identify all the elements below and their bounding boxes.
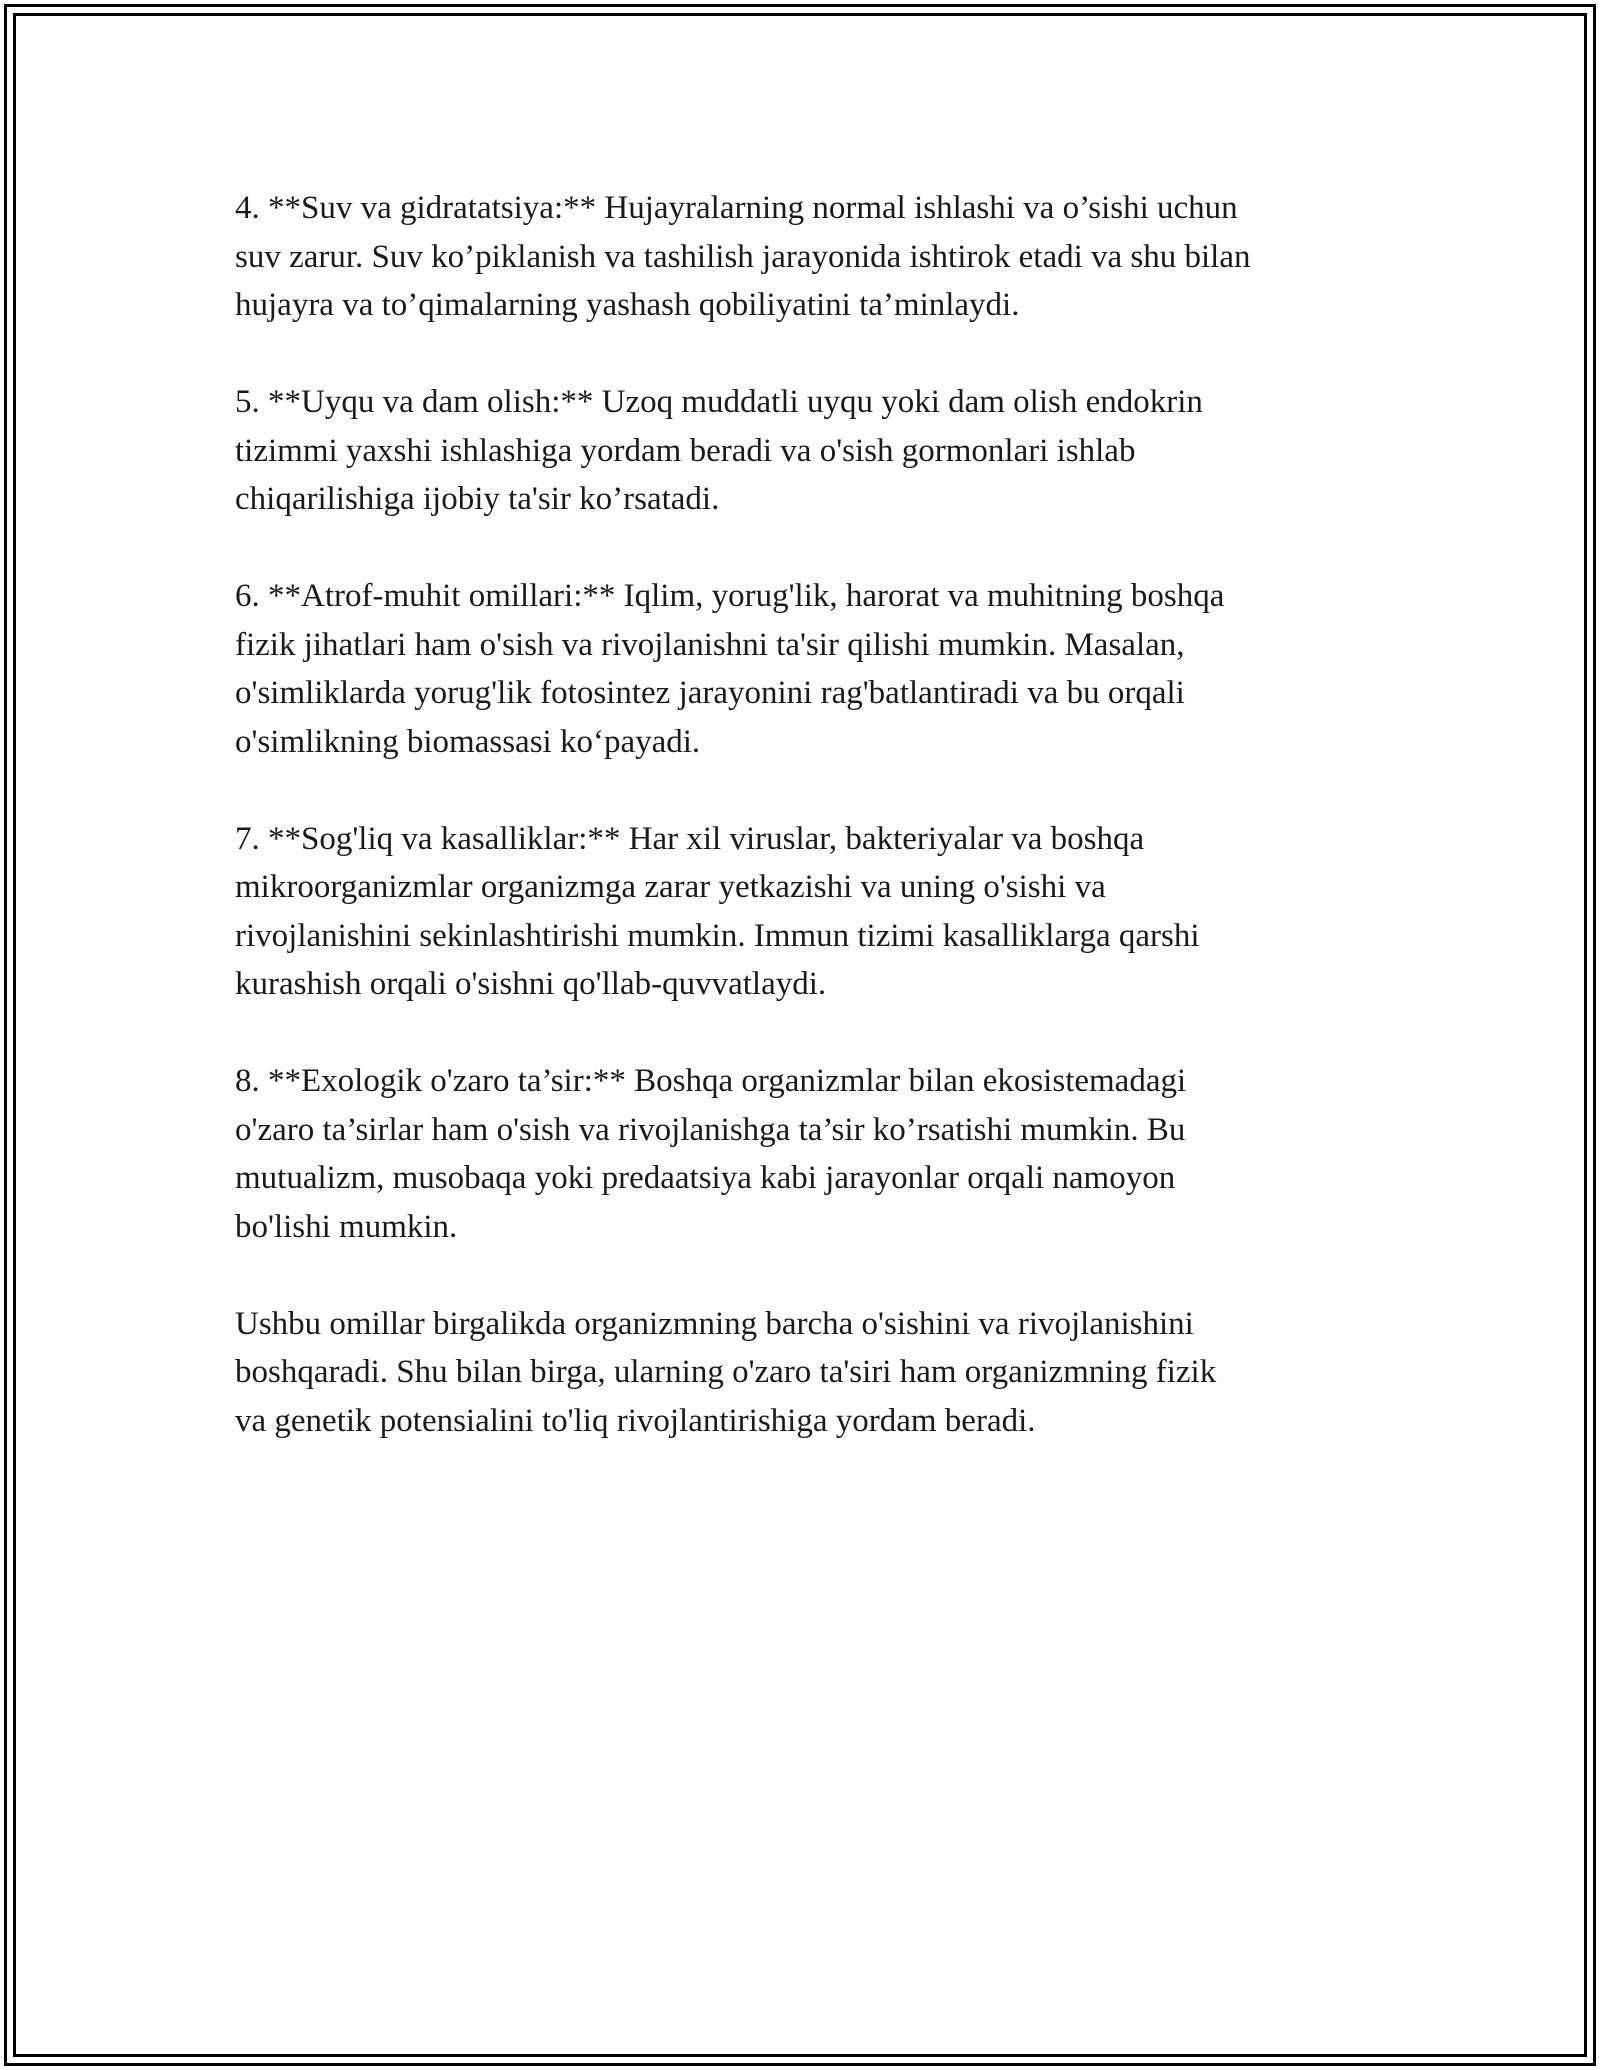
paragraph-conclusion: Ushbu omillar birgalikda organizmning barcha o'sishini va rivojlanishini boshqaradi. Shu bilan birga, ularning o'zaro ta'siri ham organizmning fizik va genetik potensialini to'liq rivojlantirishiga yordam beradi.: [235, 1305, 1217, 1439]
paragraph-water-hydration: 4. **Suv va gidratatsiya:** Hujayralarning normal ishlashi va o’sishi uchun suv zarur. Suv ko’piklanish va tashilish jarayonida ishtirok etadi va shu bilan hujayra va to’qimalarning yashash qobiliyatini ta’minlaydi.: [235, 190, 1251, 323]
paragraph-environmental-factors: 6. **Atrof-muhit omillari:** Iqlim, yorug'lik, harorat va muhitning boshqa fizik jihatlari ham o'sish va rivojlanishni ta'sir qilishi mumkin. Masalan, o'simliklarda yorug'lik fotosintez jarayonini rag'batlantiradi va bu orqali o'simlikning biomassasi ko‘payadi.: [235, 578, 1225, 760]
paragraph-health-diseases: 7. **Sog'liq va kasalliklar:** Har xil viruslar, bakteriyalar va boshqa mikroorganizmlar organizmga zarar yetkazishi va uning o'sishi va rivojlanishini sekinlashtirishi mumkin. Immun tizimi kasalliklarga qarshi kurashish orqali o'sishni qo'llab-quvvatlaydi.: [235, 820, 1200, 1002]
document-body: [235, 184, 1385, 1494]
paragraph-sleep-rest: 5. **Uyqu va dam olish:** Uzoq muddatli uyqu yoki dam olish endokrin tizimmi yaxshi ishlashiga yordam beradi va o'sish gormonlari ishlab chiqarilishiga ijobiy ta'sir ko’rsatadi.: [235, 384, 1203, 517]
paragraph-ecological-interaction: 8. **Exologik o'zaro ta’sir:** Boshqa organizmlar bilan ekosistemadagi o'zaro ta’sirlar ham o'sish va rivojlanishga ta’sir ko’rsatishi mumkin. Bu mutualizm, musobaqa yoki predaatsiya kabi jarayonlar orqali namoyon bo'lishi mumkin.: [235, 1063, 1187, 1245]
